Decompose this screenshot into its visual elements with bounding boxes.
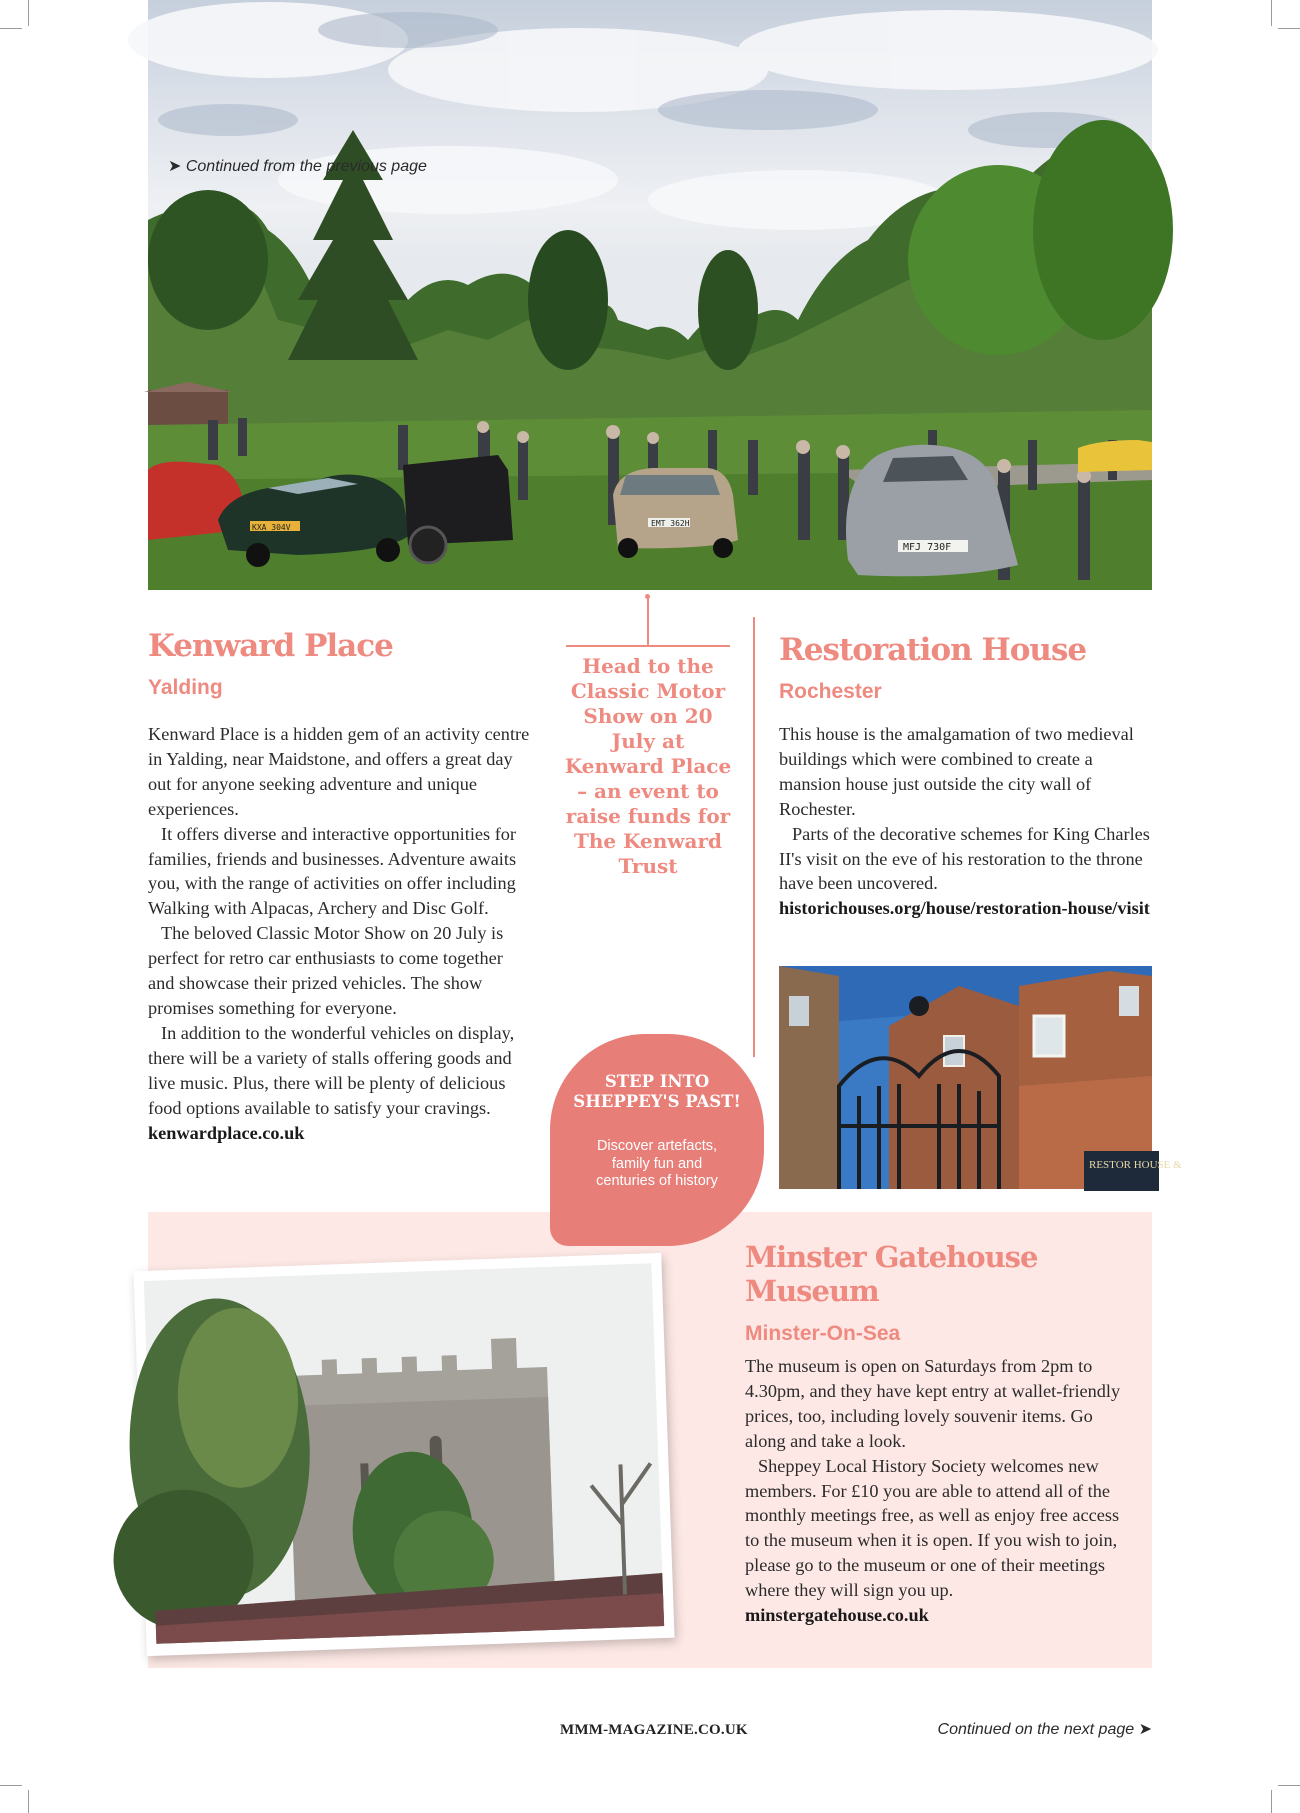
restoration-house-photo: [779, 966, 1182, 1189]
restoration-paragraph-2: Parts of the decorative schemes for King Charles II's visit on the eve of his restoration to the throne have been uncovered.: [779, 823, 1150, 894]
minster-paragraph-2: Sheppey Local History Society welcomes new members. For £10 you are able to attend all of the monthly meetings free, as well as enjoy free access to the museum when it is open. If you wish to join, please go to the museum or one of their meetings where they will sign you up.: [745, 1455, 1120, 1601]
restoration-title: Restoration House: [779, 632, 1087, 668]
footer-site-url[interactable]: MMM-MAGAZINE.CO.UK: [560, 1722, 748, 1738]
kenward-location: Yalding: [148, 676, 223, 699]
plate-emt: EMT 362H: [651, 519, 690, 528]
minster-title: Minster Gatehouse Museum: [745, 1240, 1038, 1308]
restoration-body: [779, 722, 1152, 921]
plate-kxa: KXA 304V: [252, 523, 291, 532]
hero-photo-car-show: [148, 0, 1152, 590]
crop-mark-bottom-right: [1271, 1790, 1272, 1813]
minster-location: Minster-On-Sea: [745, 1322, 901, 1345]
crop-mark-bottom-right-h: [1278, 1785, 1300, 1786]
pull-quote: Head to the Classic Motor Show on 20 July at Kenward Place – an event to raise funds for The Kenward Trust: [564, 654, 732, 878]
kenward-title: Kenward Place: [148, 628, 393, 664]
minster-body: [745, 1354, 1130, 1628]
pull-quote-top-rule: [566, 645, 730, 647]
pull-quote-connector-line: [647, 596, 649, 646]
kenward-paragraph-3: The beloved Classic Motor Show on 20 July is perfect for retro car enthusiasts to come together and showcase their prized vehicles. The show promises something for everyone.: [148, 923, 504, 1018]
crop-mark-top-right-h: [1278, 28, 1300, 29]
restoration-link[interactable]: historichouses.org/house/restoration-house/visit: [779, 898, 1150, 919]
column-divider: [753, 617, 755, 1057]
badge-title: STEP INTO SHEPPEY'S PAST!: [573, 1072, 741, 1111]
restoration-location: Rochester: [779, 680, 882, 703]
kenward-paragraph-4: In addition to the wonderful vehicles on display, there will be a variety of stalls offering goods and live music. Plus, there will be plenty of delicious food options available to satisfy your cravings.: [148, 1022, 515, 1118]
minster-paragraph-1: The museum is open on Saturdays from 2pm to 4.30pm, and they have kept entry at wallet-friendly prices, too, including lovely souvenir items. Go along and take a look.: [745, 1356, 1121, 1451]
minster-gatehouse-photo: [133, 1253, 674, 1656]
crop-mark-bottom-left-h: [0, 1785, 22, 1786]
continued-from-note: ➤ Continued from the previous page: [168, 158, 427, 175]
crop-mark-top-right: [1271, 0, 1272, 26]
kenward-paragraph-1: Kenward Place is a hidden gem of an activity centre in Yalding, near Maidstone, and offers a great day out for anyone seeking adventure and unique experiences.: [148, 724, 530, 819]
crop-mark-top-left: [28, 0, 29, 26]
plate-mfj: MFJ 730F: [903, 542, 952, 553]
crop-mark-bottom-left: [28, 1790, 29, 1813]
crop-mark-top-left-h: [0, 28, 22, 29]
kenward-paragraph-2: It offers diverse and interactive opportunities for families, friends and businesses. Adventure awaits you, with the range of activities on offer including Walking with Alpacas, Archery and Disc Golf.: [148, 823, 517, 919]
gatehouse-illustration: [144, 1263, 664, 1644]
restoration-house-illustration: [779, 966, 1182, 1189]
minster-link[interactable]: minstergatehouse.co.uk: [745, 1605, 929, 1626]
restoration-sign: RESTOR HOUSE &: [1089, 1159, 1182, 1171]
kenward-link[interactable]: kenwardplace.co.uk: [148, 1122, 305, 1143]
sheppey-badge: [550, 1034, 764, 1246]
restoration-paragraph-1: This house is the amalgamation of two medieval buildings which were combined to create a mansion house just outside the city wall of Rochester.: [779, 724, 1134, 819]
car-show-illustration: [148, 0, 1152, 590]
badge-text: Discover artefacts, family fun and centuries of history: [596, 1138, 718, 1189]
kenward-body: [148, 722, 531, 1145]
continued-next-note: Continued on the next page ➤: [937, 1721, 1152, 1738]
